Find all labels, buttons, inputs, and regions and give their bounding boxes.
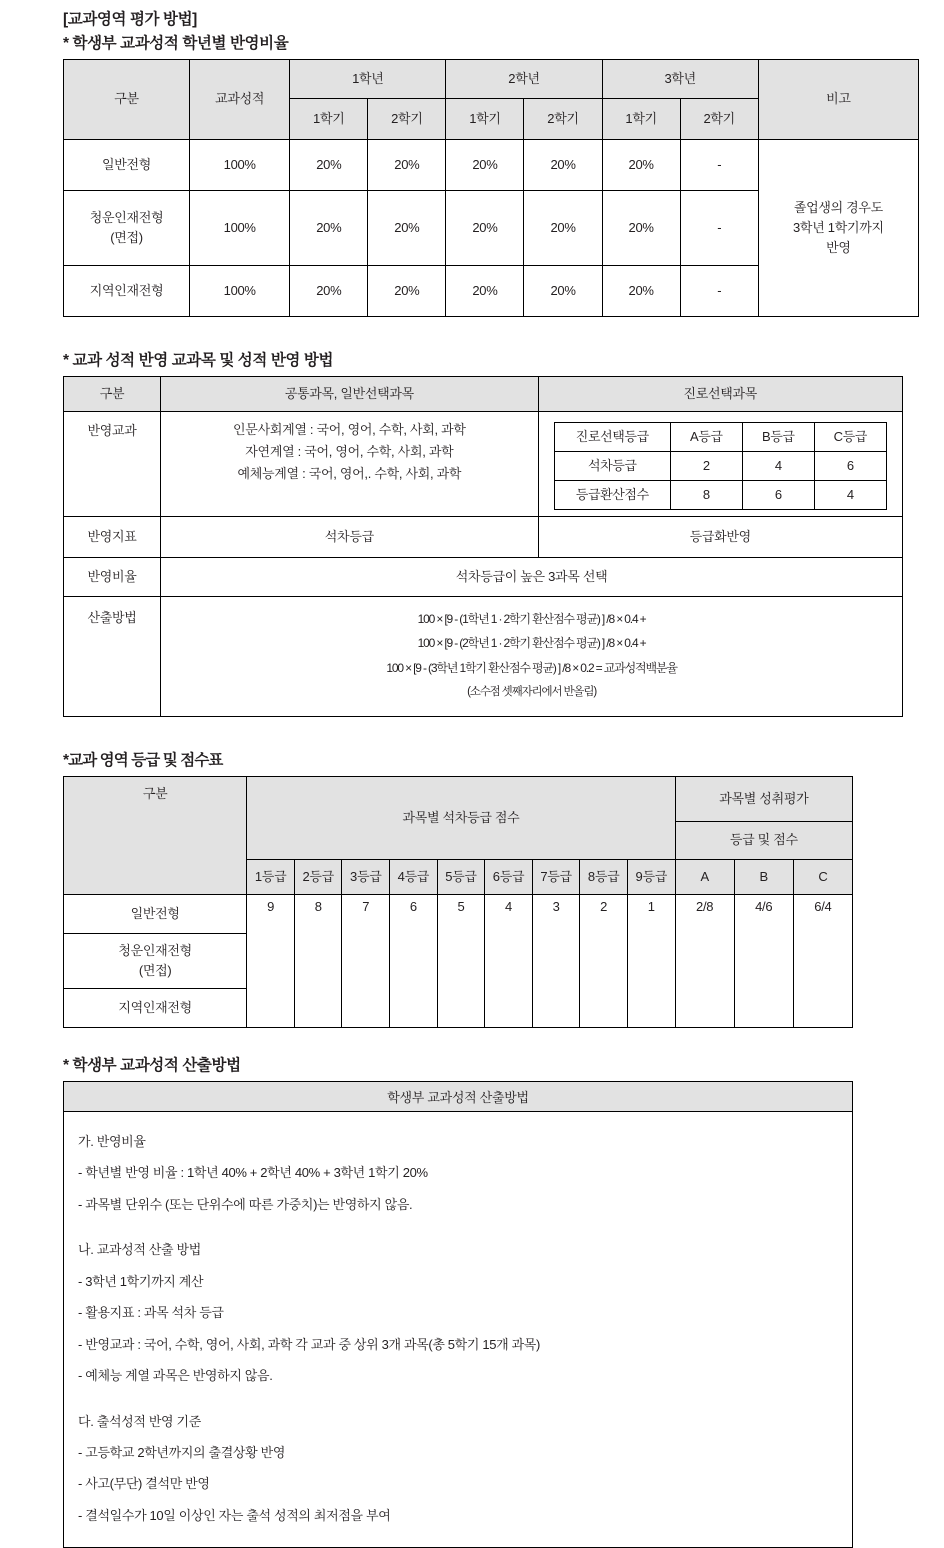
cell-g1s1: 20% xyxy=(290,139,368,190)
table-row-reflect-subject xyxy=(64,411,903,516)
method-box-body xyxy=(64,1111,853,1547)
cell-rank-4: 6 xyxy=(390,895,438,1028)
method-blank-2 xyxy=(78,1392,838,1406)
cell-g2s1: 20% xyxy=(446,265,524,316)
cell-converted-c: 4 xyxy=(814,480,886,509)
th-gubun: 구분 xyxy=(64,59,190,139)
cell-subject-score: 100% xyxy=(190,190,290,265)
note-line-3: 반영 xyxy=(826,239,851,255)
th-achieve-line2: 등급 및 점수 xyxy=(675,822,852,860)
cell-g1s2: 20% xyxy=(368,265,446,316)
table-row-reflect-ratio xyxy=(64,557,903,596)
row-label xyxy=(64,190,190,265)
section1-heading: * 학생부 교과성적 학년별 반영비율 xyxy=(63,34,289,52)
subject-line-2: 자연계열 : 국어, 영어, 수학, 사회, 과학 xyxy=(245,444,454,460)
th-rank-4: 4등급 xyxy=(390,860,438,895)
inner-header-row xyxy=(554,422,886,451)
method-line-1: 가. 반영비율 xyxy=(78,1133,146,1149)
cell-g3s1: 20% xyxy=(602,190,680,265)
spacer xyxy=(63,1028,920,1056)
cell-rank-c: 6 xyxy=(814,451,886,480)
cell-g3s1: 20% xyxy=(602,265,680,316)
th-career-grade: 진로선택등급 xyxy=(554,422,670,451)
note-line-2: 3학년 1학기까지 xyxy=(793,219,884,235)
table-header-row xyxy=(64,376,903,411)
method-line-7: - 활용지표 : 과목 석차 등급 xyxy=(78,1305,224,1321)
row-label: 일반전형 xyxy=(64,139,190,190)
method-line-14: - 결석일수가 10일 이상인 자는 출석 성적의 최저점을 부여 xyxy=(78,1507,391,1523)
spacer xyxy=(63,717,920,751)
th-gubun-label: 구분 xyxy=(142,786,168,802)
th-rank-8: 8등급 xyxy=(580,860,628,895)
page-title: [교과영역 평가 방법] xyxy=(63,11,197,28)
row-label-converted: 등급환산점수 xyxy=(554,480,670,509)
cell-g2s2: 20% xyxy=(524,190,602,265)
row-label-calc-method: 산출방법 xyxy=(64,596,161,716)
subject-line-1: 인문사회계열 : 국어, 영어, 수학, 사회, 과학 xyxy=(233,421,466,437)
method-line-12: - 고등학교 2학년까지의 출결상황 반영 xyxy=(78,1445,286,1461)
th-common-subject: 공통과목, 일반선택과목 xyxy=(161,376,538,411)
formula-line-3: 100 × [9 - (3학년 1학기 환산점수 평균) ] /8 × 0.2 = 교과성적백분율 xyxy=(386,660,677,675)
method-line-13: - 사고(무단) 결석만 반영 xyxy=(78,1476,210,1492)
row-label-sub: (면접) xyxy=(110,229,143,245)
th-rank-score: 과목별 석차등급 점수 xyxy=(247,777,675,860)
cell-ratio-text: 석차등급이 높은 3과목 선택 xyxy=(161,557,903,596)
table-header-row xyxy=(64,59,919,98)
calculation-method-box xyxy=(63,1081,853,1548)
formula-line-2: 100 × [9 - (2학년 1 · 2학기 환산점수 평균) ] /8 × 0.4 + xyxy=(417,636,646,651)
th-grade-c: C등급 xyxy=(814,422,886,451)
th-grade3: 3학년 xyxy=(602,59,758,98)
row-label-cheongun xyxy=(64,934,247,989)
cell-rank-9: 1 xyxy=(627,895,675,1028)
th-g2-sem1: 1학기 xyxy=(446,98,524,139)
table-row-calc-method xyxy=(64,596,903,716)
row-label-reflect-subject: 반영교과 xyxy=(64,411,161,516)
formula-line-1: 100 × [9 - (1학년 1 · 2학기 환산점수 평균) ] /8 × 0.4 + xyxy=(417,611,646,626)
cell-rank-6: 4 xyxy=(485,895,533,1028)
cell-subject-score: 100% xyxy=(190,139,290,190)
note-line-1: 졸업생의 경우도 xyxy=(793,199,883,215)
inner-row-rank xyxy=(554,451,886,480)
th-rank-2: 2등급 xyxy=(294,860,342,895)
row-label-reflect-index: 반영지표 xyxy=(64,516,161,557)
method-line-11: 다. 출석성적 반영 기준 xyxy=(78,1413,201,1429)
th-g1-sem1: 1학기 xyxy=(290,98,368,139)
cell-converted-a: 8 xyxy=(670,480,742,509)
career-grade-conversion-table xyxy=(554,422,887,510)
cell-g2s2: 20% xyxy=(524,139,602,190)
method-line-9: - 예체능 계열 과목은 반영하지 않음. xyxy=(78,1368,273,1384)
cell-g1s2: 20% xyxy=(368,139,446,190)
cell-g1s2: 20% xyxy=(368,190,446,265)
th-g2-sem2: 2학기 xyxy=(524,98,602,139)
cell-g2s1: 20% xyxy=(446,139,524,190)
cell-g3s2: - xyxy=(680,139,758,190)
method-line-6: - 3학년 1학기까지 계산 xyxy=(78,1273,204,1289)
table-row xyxy=(64,895,853,934)
th-grade1: 1학년 xyxy=(290,59,446,98)
row-label: 지역인재전형 xyxy=(64,265,190,316)
cell-achieve-c: 6/4 xyxy=(793,895,852,1028)
subject-reflection-table xyxy=(63,376,903,717)
th-g3-sem2: 2학기 xyxy=(680,98,758,139)
cell-rank-1: 9 xyxy=(247,895,295,1028)
method-header-row xyxy=(64,1081,853,1111)
th-rank-3: 3등급 xyxy=(342,860,390,895)
th-career-subject: 진로선택과목 xyxy=(538,376,902,411)
cell-g3s2: - xyxy=(680,265,758,316)
row-label-rank: 석차등급 xyxy=(554,451,670,480)
cell-index-common: 석차등급 xyxy=(161,516,538,557)
spacer xyxy=(63,317,920,351)
cell-converted-b: 6 xyxy=(742,480,814,509)
th-rank-7: 7등급 xyxy=(532,860,580,895)
th-grade-b: B등급 xyxy=(742,422,814,451)
th-grade2: 2학년 xyxy=(446,59,602,98)
cell-index-career: 등급화반영 xyxy=(538,516,902,557)
cell-g1s1: 20% xyxy=(290,190,368,265)
method-body-row xyxy=(64,1111,853,1547)
cell-g3s2: - xyxy=(680,190,758,265)
grade-reflection-ratio-table xyxy=(63,59,919,317)
method-line-3: - 과목별 단위수 (또는 단위수에 따른 가중치)는 반영하지 않음. xyxy=(78,1196,413,1212)
cell-formula xyxy=(161,596,903,716)
cell-g2s1: 20% xyxy=(446,190,524,265)
method-line-5: 나. 교과성적 산출 방법 xyxy=(78,1242,201,1258)
row-label-main: 청운인재전형 xyxy=(118,942,192,958)
th-rank-1: 1등급 xyxy=(247,860,295,895)
th-gubun: 구분 xyxy=(64,376,161,411)
section3-heading: *교과 영역 등급 및 점수표 xyxy=(63,752,223,770)
cell-g2s2: 20% xyxy=(524,265,602,316)
cell-rank-b: 4 xyxy=(742,451,814,480)
cell-achieve-a: 2/8 xyxy=(675,895,734,1028)
method-box-header: 학생부 교과성적 산출방법 xyxy=(64,1081,853,1111)
th-achieve-line1: 과목별 성취평가 xyxy=(675,777,852,822)
row-label-main: 청운인재전형 xyxy=(89,209,164,225)
cell-rank-5: 5 xyxy=(437,895,485,1028)
cell-rank-2: 8 xyxy=(294,895,342,1028)
cell-rank-8: 2 xyxy=(580,895,628,1028)
cell-subject-score: 100% xyxy=(190,265,290,316)
row-label-sub: (면접) xyxy=(138,963,172,979)
th-g1-sem2: 2학기 xyxy=(368,98,446,139)
th-gubun xyxy=(64,777,247,895)
row-label-general: 일반전형 xyxy=(64,895,247,934)
formula-note: (소수점 셋째자리에서 반올림) xyxy=(467,685,597,698)
th-rank-9: 9등급 xyxy=(627,860,675,895)
th-achieve-a: A xyxy=(675,860,734,895)
cell-subject-lines xyxy=(161,411,538,516)
method-blank-1 xyxy=(78,1220,838,1234)
method-line-8: - 반영교과 : 국어, 수학, 영어, 사회, 과학 각 교과 중 상위 3개 과목(총 5학기 15개 과목) xyxy=(78,1336,540,1352)
th-achieve-c: C xyxy=(793,860,852,895)
cell-achieve-b: 4/6 xyxy=(734,895,793,1028)
section4-heading: * 학생부 교과성적 산출방법 xyxy=(63,1057,241,1075)
cell-g1s1: 20% xyxy=(290,265,368,316)
table-row xyxy=(64,139,919,190)
cell-note xyxy=(758,139,918,316)
th-grade-a: A등급 xyxy=(670,422,742,451)
section2-heading: * 교과 성적 반영 교과목 및 성적 반영 방법 xyxy=(63,351,334,369)
table-header-row xyxy=(64,777,853,822)
th-rank-6: 6등급 xyxy=(485,860,533,895)
table-row-reflect-index xyxy=(64,516,903,557)
cell-rank-a: 2 xyxy=(670,451,742,480)
th-subject-score: 교과성적 xyxy=(190,59,290,139)
cell-g3s1: 20% xyxy=(602,139,680,190)
method-line-2: - 학년별 반영 비율 : 1학년 40% + 2학년 40% + 3학년 1학기 20% xyxy=(78,1165,428,1181)
subject-line-3: 예체능계열 : 국어, 영어,. 수학, 사회, 과학 xyxy=(237,466,462,482)
th-g3-sem1: 1학기 xyxy=(602,98,680,139)
row-label-local: 지역인재전형 xyxy=(64,989,247,1028)
inner-row-converted xyxy=(554,480,886,509)
th-achieve-b: B xyxy=(734,860,793,895)
th-note: 비고 xyxy=(758,59,918,139)
cell-career-grade-table xyxy=(538,411,902,516)
cell-rank-7: 3 xyxy=(532,895,580,1028)
row-label-reflect-ratio: 반영비율 xyxy=(64,557,161,596)
cell-rank-3: 7 xyxy=(342,895,390,1028)
th-rank-5: 5등급 xyxy=(437,860,485,895)
grade-score-table xyxy=(63,776,853,1028)
